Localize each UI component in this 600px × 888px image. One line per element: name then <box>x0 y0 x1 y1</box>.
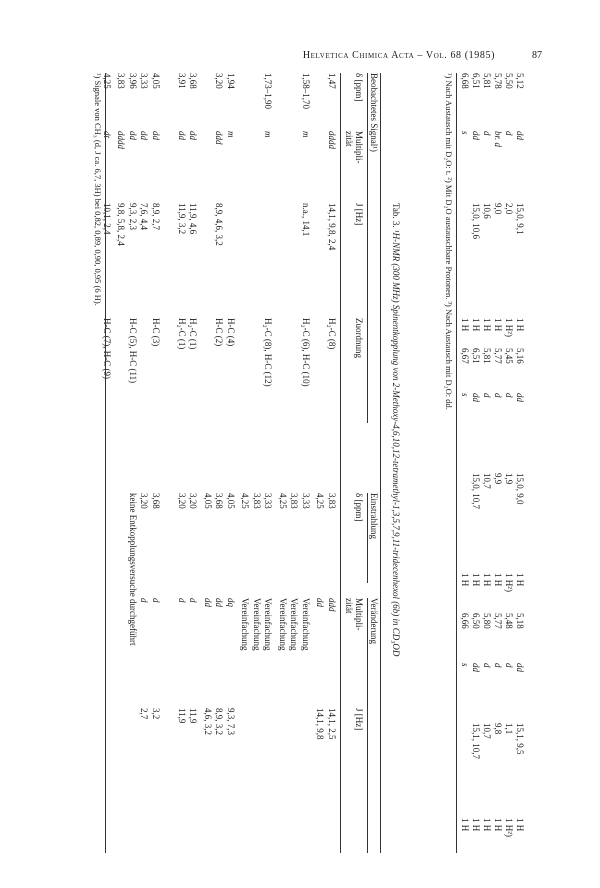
table-cell: 1 H²) <box>504 818 514 837</box>
table-cell: 9,0 <box>493 203 503 215</box>
table-cell-m: ddd <box>214 131 225 145</box>
table-cell-j: 8,9, 4,6, 3,2 <box>214 203 225 246</box>
table-cell: 10,6 <box>482 203 492 219</box>
table-cell-d: 1,47 <box>327 73 337 89</box>
table-row <box>514 73 525 853</box>
table-cell: d <box>493 393 503 398</box>
table-cell: 6,66 <box>460 613 470 629</box>
table-cell: s <box>460 131 470 135</box>
table-cell: 15,0, 9,1 <box>515 203 525 235</box>
table-cell-j: 11,9, 4,6 <box>188 203 199 235</box>
table-cell: d <box>482 393 492 398</box>
table-cell: 1 H <box>460 818 470 832</box>
table-cell: 5,48 <box>504 613 514 629</box>
table-cell: 10,7 <box>482 473 492 489</box>
table-row <box>116 73 127 853</box>
table-cell: 9,9 <box>493 473 503 485</box>
table-cell-d: 3,20 <box>214 73 225 89</box>
hdr-mult: Multipli-zität <box>344 131 364 164</box>
table-row <box>503 73 514 853</box>
table-cell: 10,7 <box>482 723 492 739</box>
table-row <box>315 73 326 853</box>
table-cell: d <box>482 663 492 668</box>
table-cell-m: dd <box>139 131 150 140</box>
table-cell: 5,80 <box>482 613 492 629</box>
table-cell-ir: 4,25 <box>240 493 251 509</box>
table-cell-ir: 4,25 <box>315 493 326 509</box>
table-row <box>127 73 138 853</box>
table-cell-cm: Vereinfachung <box>301 598 311 651</box>
table-cell-cm: d <box>177 598 187 603</box>
table-cell-ir: 4,25 <box>278 493 288 509</box>
table-cell: 1 H <box>493 318 503 332</box>
table-cell: 1 H²) <box>504 573 514 592</box>
table-cell: 1 H <box>515 818 525 832</box>
table-row <box>289 73 300 853</box>
hdr-irr-delta: δ [ppm] <box>354 493 364 522</box>
table-cell-a: H₂-C (1) <box>177 318 187 350</box>
hdr-bottom-rule <box>340 73 341 853</box>
table-cell-cj: 14,1, 2,5 <box>327 708 337 740</box>
table-row <box>326 73 337 853</box>
table-cell: 1 H <box>482 573 492 587</box>
table-cell-a: H-C (2) <box>214 318 225 347</box>
table-cell-ir: keine Entkopplungsversuche durchgeführt <box>128 493 138 646</box>
table-cell: 1 H <box>482 318 492 332</box>
table-cell: 5,77 <box>493 348 503 364</box>
table-cell-j: 14,1, 9,8, 2,4 <box>327 203 337 251</box>
table-cell-d: 1,94 <box>226 73 236 89</box>
table-cell-cm: d <box>151 598 161 603</box>
table-cell: 6,68 <box>460 73 470 89</box>
table-cell: 1 H <box>515 318 525 332</box>
table-cell: 1 H <box>460 318 470 332</box>
table-cell-j: 10,1, 2,4 <box>102 203 112 235</box>
table-cell-cj: 4,6, 3,2 <box>203 708 213 735</box>
table-cell-d: 3,96 <box>128 73 138 89</box>
table-cell-m: dddd <box>116 131 127 149</box>
table-cell: 1,1 <box>504 723 514 735</box>
table-cell: 2,0 <box>504 203 514 215</box>
table-row <box>470 73 481 853</box>
table-cell: 5,81 <box>482 73 492 89</box>
hdr-observed: Beobachtetes Signal¹) <box>369 73 379 152</box>
table-cell: 6,51 <box>471 73 481 89</box>
table-cell-d: 3,33 <box>139 73 150 89</box>
running-header <box>0 50 600 64</box>
table-cell-cm: Vereinfachung <box>278 598 288 651</box>
rotated-page-content <box>55 73 525 853</box>
table-cell-ir: 3,20 <box>139 493 150 509</box>
table-cell-j: 11,9, 3,2 <box>177 203 187 235</box>
table-cell: 6,50 <box>471 613 481 629</box>
table-cell-cm: Vereinfachung <box>263 598 274 651</box>
table-cell: d <box>504 393 514 398</box>
table-cell-cm: dq <box>226 598 236 607</box>
hdr-delta: δ [ppm] <box>354 73 364 102</box>
table-cell-cm: d <box>188 598 199 603</box>
continued-nmr-table <box>459 73 525 853</box>
table-cell-m: dd <box>177 131 187 140</box>
table-cell: 6,67 <box>460 348 470 364</box>
table-cell-ir: 3,83 <box>252 493 262 509</box>
table-row <box>165 73 176 853</box>
table-cell: 1 H <box>493 818 503 832</box>
table-cell-cm: d <box>139 598 150 603</box>
table-row <box>225 73 236 853</box>
table3-caption-prefix: Tab. 3. <box>391 203 401 228</box>
table-cell: 15,0, 9,0 <box>515 473 525 505</box>
table3-bottom-rule <box>105 73 106 853</box>
table-cell: 5,12 <box>515 73 525 89</box>
table-cell-ir: 4,05 <box>203 493 213 509</box>
table-cell-cm: dd <box>315 598 326 607</box>
table-cell-a: H₂-C (8), H-C (12) <box>263 318 274 387</box>
hdr-irradiation: Einstrahlung <box>369 493 379 539</box>
table-cell-ir: 3,68 <box>214 493 225 509</box>
table-cell: 1 H <box>471 573 481 587</box>
table-cell: 1 H <box>493 573 503 587</box>
table-cell-d: 3,83 <box>116 73 127 89</box>
table-footnote: ¹) Nach Austausch mit D₂O: t. ²) Mit D₂O austauschbare Protonen. ³) Nach Austausch mit D₂O: dd. <box>444 73 454 410</box>
table-cell-m: dd <box>188 131 199 140</box>
table-cell: 15,1, 9,5 <box>515 723 525 755</box>
table-cell: d <box>504 131 514 136</box>
table-cell: 5,77 <box>493 613 503 629</box>
table-cell: 5,16 <box>515 348 525 364</box>
journal-title: Helvetica Chimica Acta – Vol. 68 (1985) <box>302 50 495 61</box>
table-cell-cm: Vereinfachung <box>289 598 300 651</box>
table-cell-m: dd <box>151 131 161 140</box>
table-cell: dd <box>515 131 525 140</box>
table-row <box>300 73 311 853</box>
table-row <box>481 73 492 853</box>
table-cell: 9,8 <box>493 723 503 735</box>
table-cell-m: m <box>301 131 311 138</box>
table-cell: 15,1, 10,7 <box>471 723 481 759</box>
table-cell: 1 H²) <box>504 318 514 337</box>
table-cell-j: 9,8, 5,8, 2,4 <box>116 203 127 246</box>
table-cell: 1,9 <box>504 473 514 485</box>
table-cell: 6,51 <box>471 348 481 364</box>
page-number: 87 <box>532 50 542 61</box>
table-cell-ir: 3,68 <box>151 493 161 509</box>
table-cell-ir: 3,83 <box>289 493 300 509</box>
table-cell-d: 1,73–1,90 <box>263 73 274 109</box>
hdr-rule-change <box>367 598 368 853</box>
table-cell: 5,45 <box>504 348 514 364</box>
table-cell-ir: 4,05 <box>226 493 236 509</box>
table3-caption-text: ¹H-NMR (300 MHz) Spinentkopplung von 2-Methoxy-4,6,10,12-tetramethyl-1,3,5,7,9,11-tridecenhexol (6b) in CD₃OD <box>391 229 401 657</box>
table-row <box>277 73 288 853</box>
table-row <box>492 73 503 853</box>
table-cell: dd <box>471 131 481 140</box>
table-cell-j: 8,9, 2,7 <box>151 203 161 230</box>
table3-caption <box>390 203 401 656</box>
table-cell-ir: 3,20 <box>177 493 187 509</box>
table-cell-a: H-C (5), H-C (11) <box>128 318 138 384</box>
table-cell-m: dd <box>128 131 138 140</box>
table3-top-rule <box>380 73 381 853</box>
hdr-change: Veränderung <box>369 598 379 644</box>
table-cell-cm: dd <box>214 598 225 607</box>
hdr-rule-observed <box>367 73 368 423</box>
table-cell: d <box>493 663 503 668</box>
table-row <box>214 73 225 853</box>
table-cell-j: 9,3, 2,3 <box>128 203 138 230</box>
table-cell-d: 3,68 <box>188 73 199 89</box>
table-cell: s <box>460 393 470 397</box>
table-cell: dd <box>471 663 481 672</box>
table-cell-a: H₂-C (1) <box>188 318 199 350</box>
hdr-j: J [Hz] <box>354 203 364 226</box>
table-cell: 1 H <box>471 318 481 332</box>
table-cell-j: n.a., 14,1 <box>301 203 311 237</box>
table-cell: br. d <box>493 131 503 148</box>
table-cell: 5,18 <box>515 613 525 629</box>
hdr-change-mult: Multipli-zität <box>344 598 364 631</box>
table-cell-cm: Vereinfachung <box>240 598 251 651</box>
table-cell: s <box>460 663 470 667</box>
table-cell-ir: 3,33 <box>263 493 274 509</box>
table-cell-cj: 9,3, 7,3 <box>226 708 236 735</box>
table-row <box>176 73 187 853</box>
table-cell-a: H₂-C (8) <box>327 318 337 350</box>
table-cell-a: H₂-C (6), H-C (10) <box>301 318 311 387</box>
table-cell-m: dddd <box>327 131 337 149</box>
table-cell-m: m <box>226 131 236 138</box>
table-cell: dd <box>515 663 525 672</box>
table-row <box>202 73 213 853</box>
table-cell-cj: 11,9 <box>177 708 187 724</box>
table-cell: 5,78 <box>493 73 503 89</box>
table-cell-cj: 8,9, 3,2 <box>214 708 225 735</box>
hdr-assignment: Zuordnung <box>354 318 364 358</box>
table-cell: 1 H <box>515 573 525 587</box>
table-cell-cm: ddd <box>327 598 337 612</box>
table-row <box>240 73 251 853</box>
hdr-change-j: J [Hz] <box>354 708 364 731</box>
table-cell: dd <box>471 393 481 402</box>
table-cell-a: H-C (7), H-C (9) <box>102 318 112 379</box>
table-cell: dd <box>515 393 525 402</box>
table-cell-j: 7,6, 4,4 <box>139 203 150 230</box>
table-cell-d: 3,91 <box>177 73 187 89</box>
table-cell: 1 H <box>482 818 492 832</box>
table-cell-ir: 3,33 <box>301 493 311 509</box>
table-row <box>139 73 150 853</box>
table-cell-d: 4,25 <box>102 73 112 89</box>
table-cell-cj: 2,7 <box>139 708 150 720</box>
table-cell: 1 H <box>471 818 481 832</box>
table-cell-ir: 3,20 <box>188 493 199 509</box>
table-cell: 1 H <box>460 573 470 587</box>
table-row <box>150 73 161 853</box>
table-cell-cm: dd <box>203 598 213 607</box>
table-cell-a: H-C (4) <box>226 318 236 347</box>
table-row <box>263 73 274 853</box>
table-row <box>459 73 470 853</box>
table-row <box>188 73 199 853</box>
table-cell: d <box>504 663 514 668</box>
hdr-rule-irr <box>367 493 368 583</box>
table-cell-ir: 3,83 <box>327 493 337 509</box>
table-cell-cj: 3,2 <box>151 708 161 720</box>
table-cell-a: H-C (3) <box>151 318 161 347</box>
table-cell: 15,0, 10,6 <box>471 203 481 239</box>
table-bottom-rule <box>456 73 457 853</box>
table-cell-m: m <box>263 131 274 138</box>
table3-footnote: ¹) Signale von CH₃ (d, J ca. 6,7, 3H) bei 0,82, 0,89, 0,90, 0,95 (6 H). <box>93 73 103 306</box>
table-cell-cm: Vereinfachung <box>252 598 262 651</box>
table-cell: d <box>482 131 492 136</box>
table-cell-d: 1,58–1,70 <box>301 73 311 109</box>
table-cell-d: 4,05 <box>151 73 161 89</box>
table-cell-cj: 14,1, 9,8 <box>315 708 326 740</box>
table-row <box>251 73 262 853</box>
table-cell-m: dt <box>102 131 112 139</box>
table-cell: 5,50 <box>504 73 514 89</box>
table-cell: 5,81 <box>482 348 492 364</box>
table-cell-cj: 11,9 <box>188 708 199 724</box>
table-cell: 15,0, 10,7 <box>471 473 481 509</box>
